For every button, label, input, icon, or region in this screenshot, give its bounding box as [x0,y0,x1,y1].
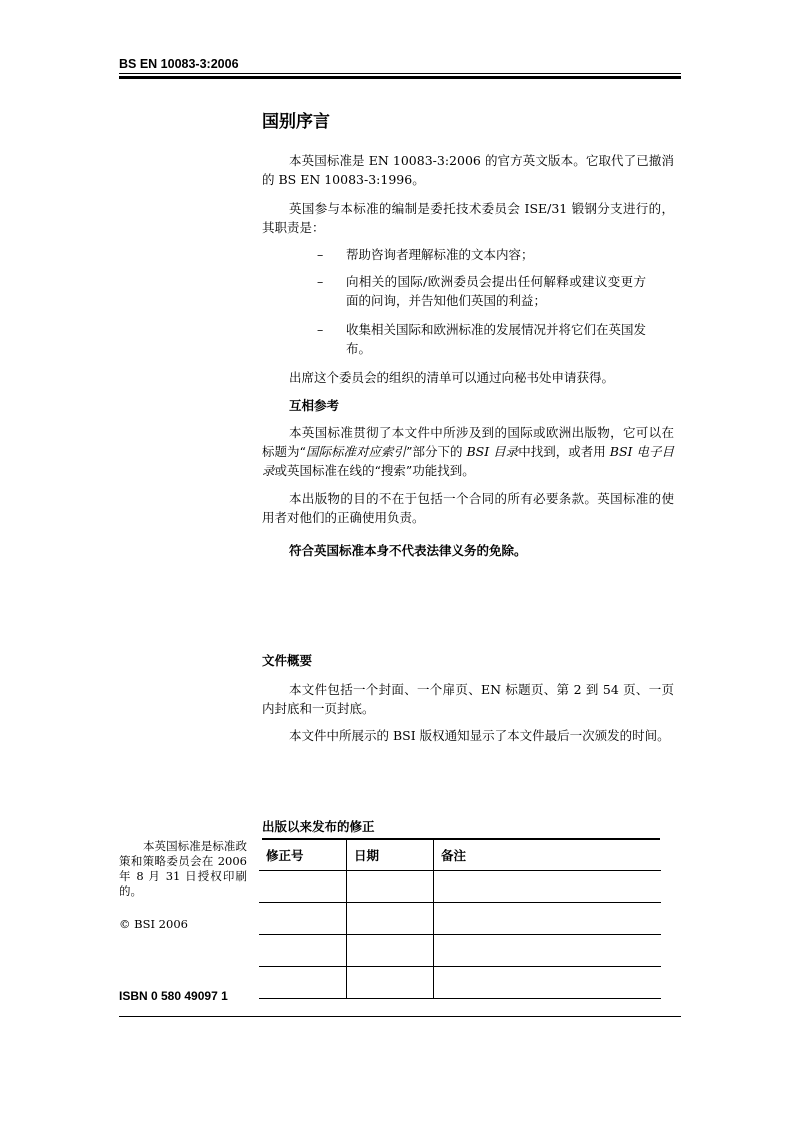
table-header-row [259,839,661,871]
page-title: 国别序言 [262,112,330,132]
para-8-text: 本文件中所展示的 BSI 版权通知显示了本文件最后一次颁发的时间。 [289,728,670,743]
para-1-text: 本英国标准是 EN 10083-3:2006 的官方英文版本。它取代了已撤消的 BS EN 10083-3:1996。 [262,153,674,187]
crossref-heading: 互相参考 [289,398,340,413]
para-5 [262,489,674,527]
dash-bullet: – [317,322,324,337]
list-item-text: 向相关的国际/欧洲委员会提出任何解释或建议变更方面的问询，并告知他们英国的利益； [346,274,646,308]
list-item-text: 帮助咨询者理解标准的文本内容； [346,247,534,262]
amendments-heading: 出版以来发布的修正 [262,819,375,834]
catalogue-index-title: 国际标准对应索引 [305,444,407,459]
list-item [317,245,677,265]
bsi-e-catalogue: BSI 电子目录 [262,444,674,478]
para-3-text: 出席这个委员会的组织的清单可以通过向秘书处申请获得。 [289,370,615,385]
para-2-text: 英国参与本标准的编制是委托技术委员会 ISE/31 锻钢分支进行的，其职责是： [262,201,674,235]
para-4-text: 本英国标准贯彻了本文件中所涉及到的国际或欧洲出版物，它可以在标题为“国际标准对应索引”部分下的 BSI 目录中找到，或者用 BSI 电子目录或英国标准在线的“搜索”功能找到。 [262,425,674,478]
bsi-catalogue: BSI 目录 [466,444,519,459]
header-doc-code: BS EN 10083-3:2006 [119,57,239,71]
col-comments: 备注 [434,839,662,871]
table-row [259,967,661,999]
table-row [259,871,661,903]
para-7-text: 本文件包括一个封面、一个扉页、EN 标题页、第 2 到 54 页、一页内封底和一页封底。 [262,682,674,716]
para-2 [262,199,674,237]
sidebar-isbn: ISBN 0 580 49097 1 [119,989,228,1003]
dash-bullet: – [317,274,324,289]
para-3 [262,368,674,387]
col-date: 日期 [347,839,434,871]
table-row [259,935,661,967]
header-rule-thin [119,73,681,74]
col-amend-no: 修正号 [259,839,347,871]
list-item [317,320,677,360]
list-item-text: 收集相关国际和欧洲标准的发展情况并将它们在英国发布。 [346,322,647,356]
header-rule-thick [119,76,681,79]
para-4 [262,423,674,480]
table-row [259,903,661,935]
para-7 [262,680,674,718]
compliance-note: 符合英国标准本身不代表法律义务的免除。 [289,543,527,558]
summary-heading: 文件概要 [262,653,313,668]
para-1 [262,151,674,189]
para-5-text: 本出版物的目的不在于包括一个合同的所有必要条款。英国标准的使用者对他们的正确使用负责。 [262,491,674,525]
footer-rule [119,1016,681,1017]
dash-bullet: – [317,247,324,262]
para-8 [262,726,674,745]
amendments-table [259,839,661,999]
list-item [317,272,677,312]
sidebar-authorization-note: 本英国标准是标准政策和策略委员会在 2006 年 8 月 31 日授权印刷的。 [119,839,247,898]
sidebar-copyright: © BSI 2006 [119,917,188,931]
